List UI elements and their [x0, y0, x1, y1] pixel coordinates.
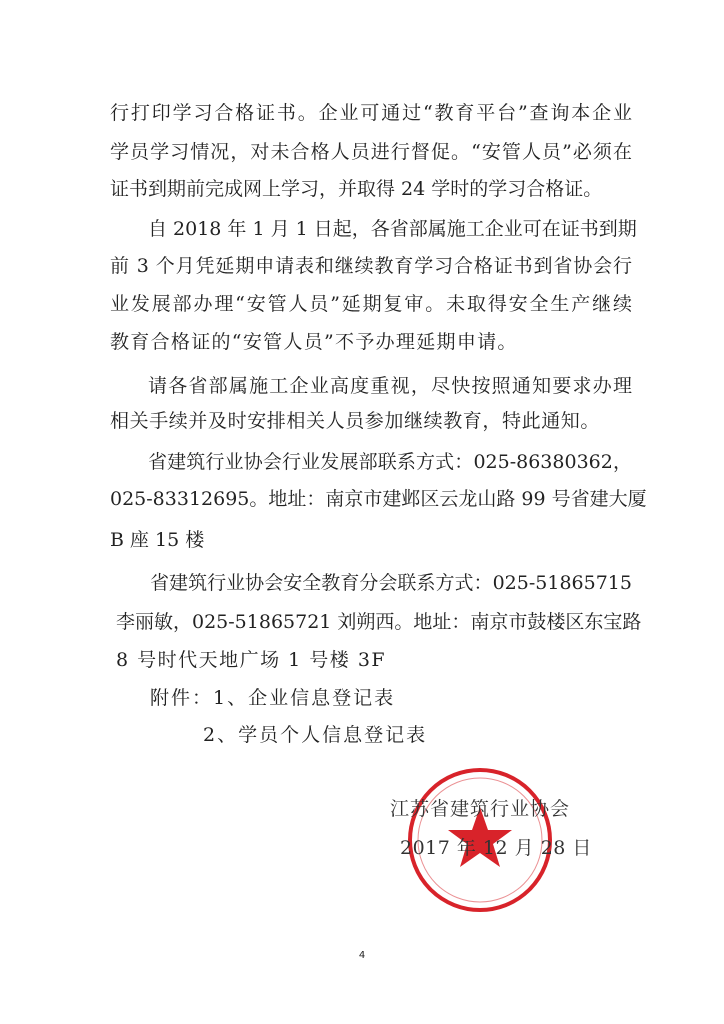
paragraph-line: 教育合格证的“安管人员”不予办理延期申请。	[110, 331, 518, 353]
signature-date: 2017 年 12 月 28 日	[400, 837, 592, 859]
paragraph-line: 8 号时代天地广场 1 号楼 3F	[116, 649, 387, 671]
paragraph-line: 行打印学习合格证书。企业可通过“教育平台”查询本企业	[110, 102, 632, 124]
paragraph-line: B 座 15 楼	[110, 529, 205, 551]
signature-organization: 江苏省建筑行业协会	[390, 798, 571, 820]
attachment-2: 2、学员个人信息登记表	[203, 724, 428, 746]
paragraph-line: 业发展部办理“安管人员”延期复审。未取得安全生产继续	[110, 293, 632, 315]
paragraph-line: 相关手续并及时安排相关人员参加继续教育，特此通知。	[110, 410, 601, 432]
paragraph-line: 请各省部属施工企业高度重视，尽快按照通知要求办理	[148, 375, 632, 397]
paragraph-line: 省建筑行业协会行业发展部联系方式：025-86380362，	[148, 451, 632, 473]
paragraph-line: 学员学习情况，对未合格人员进行督促。“安管人员”必须在	[110, 141, 632, 163]
attachment-1: 附件：1、企业信息登记表	[150, 687, 396, 709]
paragraph-line: 025-83312695。地址：南京市建邺区云龙山路 99 号省建大厦	[110, 488, 647, 510]
paragraph-line: 前 3 个月凭延期申请表和继续教育学习合格证书到省协会行	[110, 255, 632, 277]
paragraph-line: 省建筑行业协会安全教育分会联系方式：025-51865715	[150, 572, 632, 594]
page-number: 4	[358, 950, 366, 961]
paragraph-line: 证书到期前完成网上学习，并取得 24 学时的学习合格证。	[110, 178, 603, 200]
paragraph-line: 自 2018 年 1 月 1 日起，各省部属施工企业可在证书到期	[148, 218, 637, 240]
paragraph-line: 李丽敏，025-51865721 刘朔西。地址：南京市鼓楼区东宝路	[116, 611, 642, 633]
